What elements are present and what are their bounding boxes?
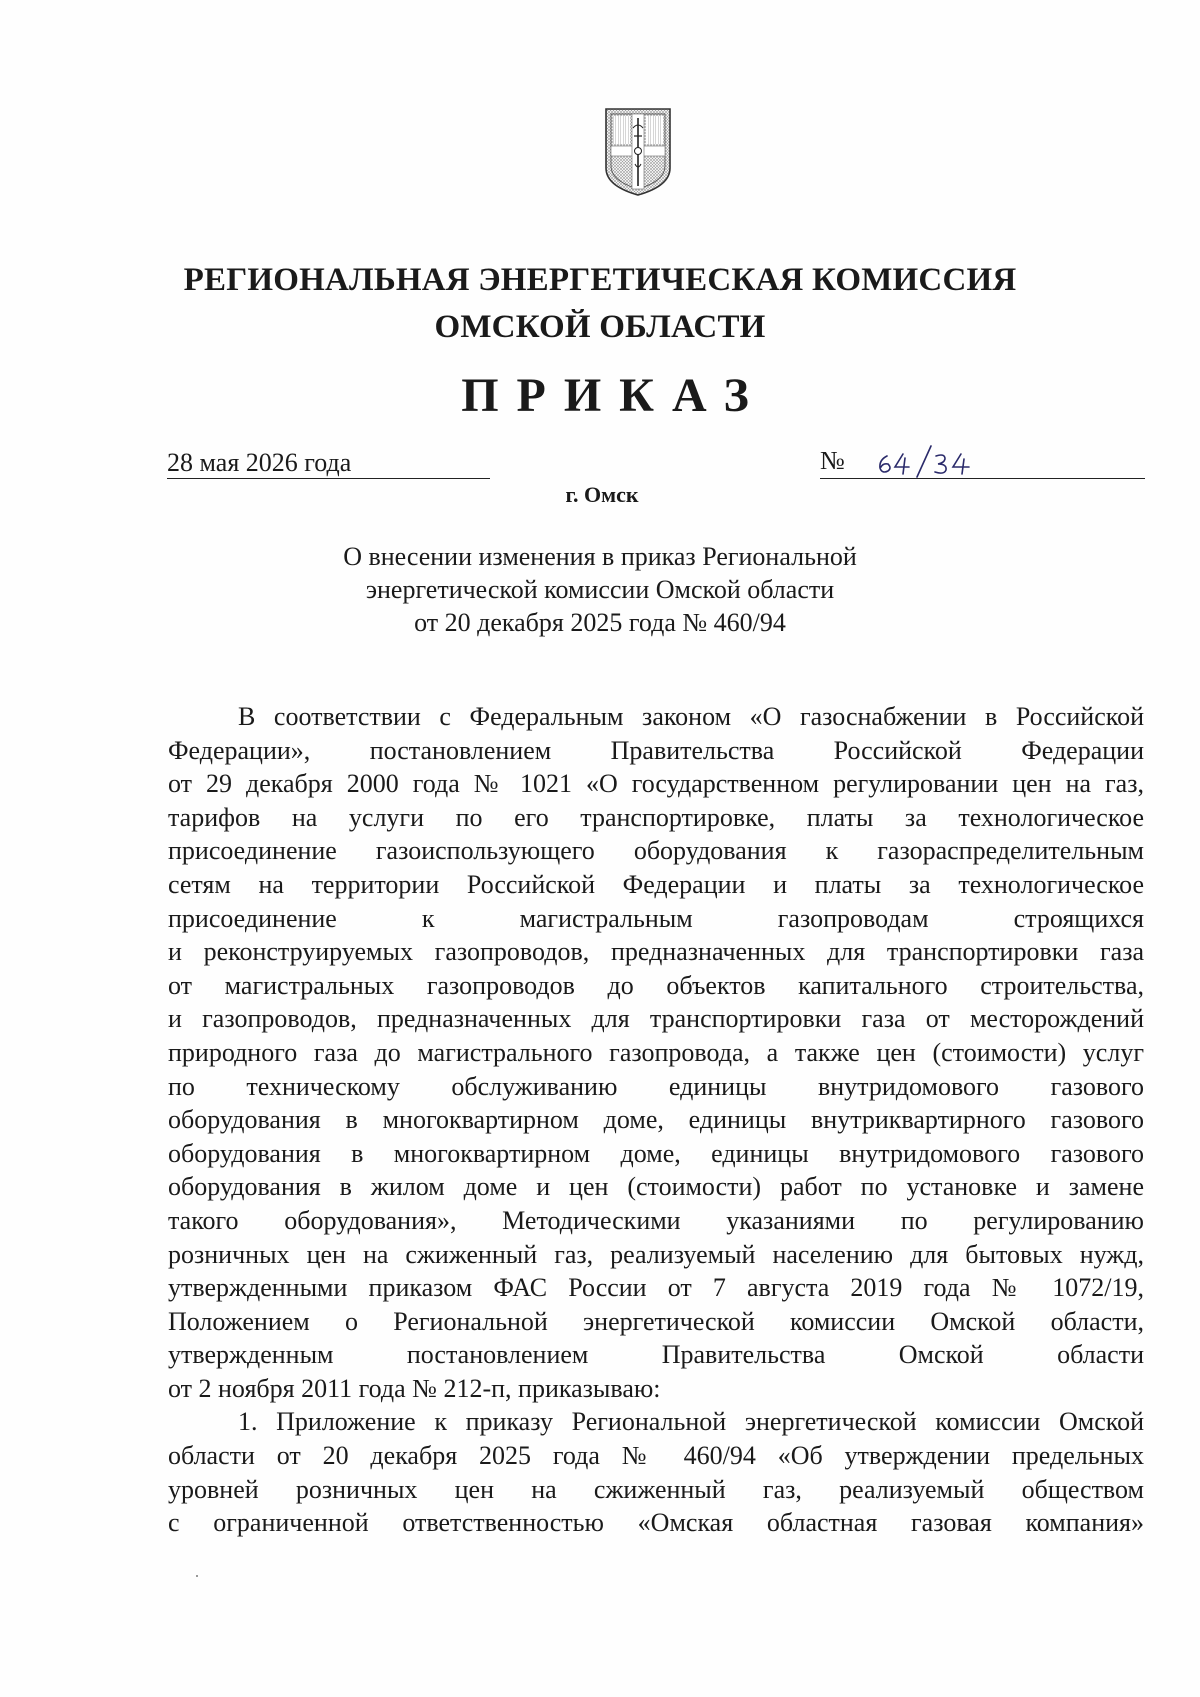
body-line: от 29 декабря 2000 года № 1021 «О государственном регулировании цен на газ, (168, 769, 1144, 799)
body-line: оборудования в многоквартирном доме, единицы внутриквартирного газового (168, 1105, 1144, 1135)
body-line: по техническому обслуживанию единицы внутридомового газового (168, 1071, 1144, 1101)
city-name: г. Омск (565, 482, 639, 507)
order-number-field (820, 444, 1145, 479)
body-line: природного газа до магистрального газопровода, а также цен (стоимости) услуг (168, 1037, 1144, 1067)
body-line: В соответствии с Федеральным законом «О газоснабжении в Российской (238, 702, 1144, 731)
body-line: и газопроводов, предназначенных для транспортировки газа от месторождений (168, 1004, 1144, 1034)
body-line: тарифов на услуги по его транспортировке, платы за технологическое (168, 802, 1144, 832)
body-line: уровней розничных цен на сжиженный газ, реализуемый обществом (168, 1474, 1144, 1504)
body-line: розничных цен на сжиженный газ, реализуемый населению для бытовых нужд, (168, 1239, 1144, 1269)
subject-line-1: О внесении изменения в приказ Региональной (343, 542, 857, 571)
subject-line-3: от 20 декабря 2025 года № 460/94 (414, 608, 786, 637)
subject-line-2: энергетической комиссии Омской области (365, 575, 835, 604)
order-subject (0, 540, 1200, 639)
coat-of-arms-icon (603, 106, 673, 198)
body-line: такого оборудования», Методическими указаниями по регулированию (168, 1205, 1144, 1235)
body-line: присоединение к магистральным газопроводам строящихся (168, 903, 1144, 933)
body-line: утвержденным постановлением Правительства Омской области (168, 1340, 1144, 1370)
body-line: Положением о Региональной энергетической комиссии Омской области, (168, 1306, 1144, 1336)
body-line: с ограниченной ответственностью «Омская областная газовая компания» (168, 1508, 1144, 1538)
organization-name (0, 257, 1200, 351)
order-date: 28 мая 2026 года (167, 448, 490, 479)
body-line: сетям на территории Российской Федерации и платы за технологическое (168, 869, 1144, 899)
body-line: от 2 ноября 2011 года № 212-п, приказываю: (168, 1373, 661, 1403)
handwritten-order-number (873, 444, 983, 478)
body-line: присоединение газоиспользующего оборудования к газораспределительным (168, 836, 1144, 866)
body-line: 1. Приложение к приказу Региональной энергетической комиссии Омской (238, 1407, 1144, 1437)
scan-speck (196, 1575, 198, 1577)
number-sign: № (820, 446, 845, 475)
body-line: и реконструируемых газопроводов, предназначенных для транспортировки газа (168, 937, 1144, 967)
body-line: оборудования в жилом доме и цен (стоимости) работ по установке и замене (168, 1172, 1144, 1202)
document-type-title: ПРИКАЗ (461, 369, 767, 422)
body-line: от магистральных газопроводов до объектов капитального строительства, (168, 970, 1144, 1000)
body-line: оборудования в многоквартирном доме, единицы внутридомового газового (168, 1138, 1144, 1168)
organization-name-line-1: РЕГИОНАЛЬНАЯ ЭНЕРГЕТИЧЕСКАЯ КОМИССИЯ (183, 262, 1017, 298)
body-line: утвержденными приказом ФАС России от 7 августа 2019 года № 1072/19, (168, 1273, 1144, 1303)
body-line: области от 20 декабря 2025 года № 460/94 «Об утверждении предельных (168, 1441, 1144, 1471)
organization-name-line-2: ОМСКОЙ ОБЛАСТИ (434, 309, 766, 345)
body-line: Федерации», постановлением Правительства Российской Федерации (168, 735, 1144, 765)
order-body-text (168, 700, 1144, 1540)
